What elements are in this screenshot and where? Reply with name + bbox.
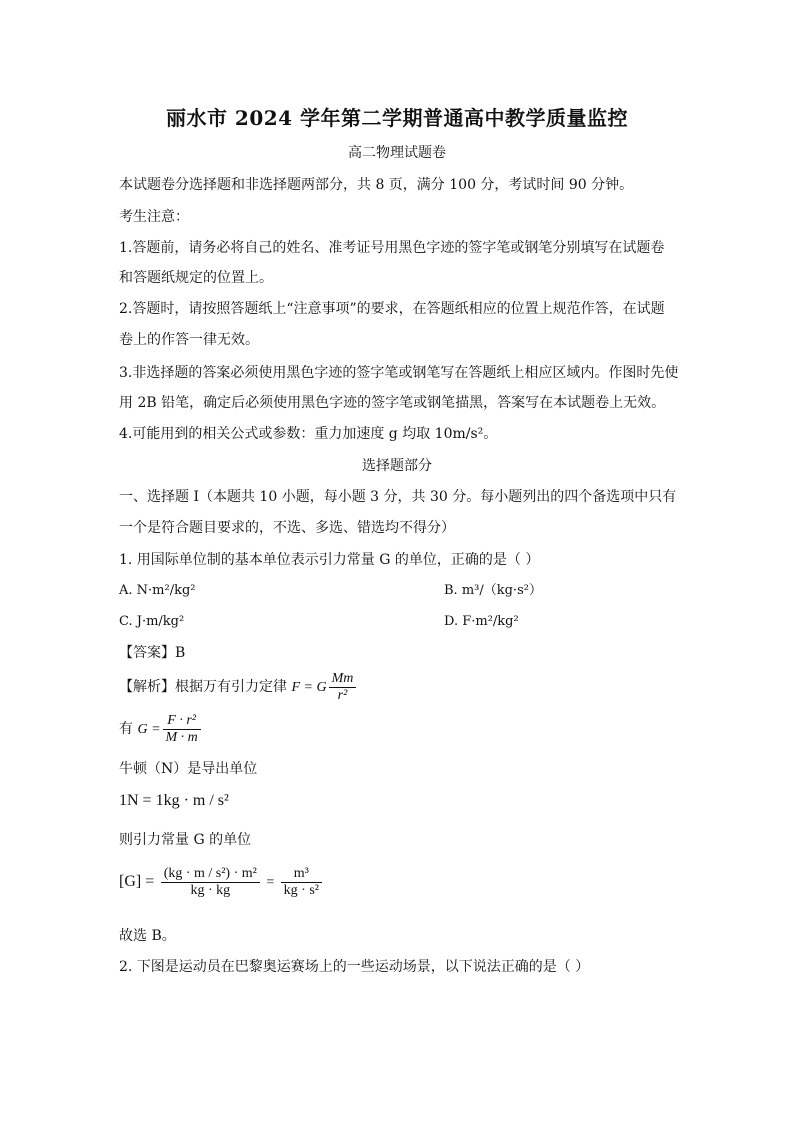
- note-1-line-2: 和答题纸规定的位置上。: [119, 270, 273, 286]
- newton-note: 牛顿（N）是导出单位: [119, 761, 258, 777]
- formula-g-lhs: G =: [137, 722, 161, 737]
- option-b: B. m³/（kg·s²）: [444, 583, 542, 598]
- section-instruction-line-1: 一、选择题 I（本题共 10 小题，每小题 3 分，共 30 分。每小题列出的四个备选项中只有: [119, 489, 677, 505]
- formula-unit-g-denominator-1: kg · kg: [190, 882, 231, 898]
- intro-text: 本试题卷分选择题和非选择题两部分，共 8 页，满分 100 分，考试时间 90 分钟。: [119, 177, 634, 193]
- conclusion: 故选 B。: [119, 928, 176, 944]
- analysis-label: 【解析】根据万有引力定律: [119, 679, 287, 695]
- answer-line: 【答案】B: [119, 645, 186, 661]
- formula-gravitation-fraction: [329, 671, 357, 704]
- section-title: 选择题部分: [362, 458, 432, 474]
- question-2-stem: 2. 下图是运动员在巴黎奥运赛场上的一些运动场景，以下说法正确的是（ ）: [119, 959, 590, 975]
- formula-newton: 1N = 1kg · m / s²: [119, 792, 229, 809]
- formula-gravitation-eq: = G: [300, 680, 327, 695]
- notes-heading: 考生注意：: [119, 209, 189, 225]
- section-instruction-line-2: 一个是符合题目要求的，不选、多选、错选均不得分）: [119, 520, 455, 536]
- question-1-stem: 1. 用国际单位制的基本单位表示引力常量 G 的单位，正确的是（ ）: [119, 552, 540, 568]
- formula-unit-g: [119, 862, 324, 903]
- formula-unit-g-eq: =: [266, 875, 275, 890]
- formula-unit-g-numerator-2: m³: [281, 866, 322, 883]
- note-2-line-1: 2.答题时，请按照答题纸上“注意事项”的要求，在答题纸相应的位置上规范作答，在试题: [119, 301, 665, 317]
- derived-g-line: [119, 712, 203, 747]
- formula-gravitation-lhs: F: [291, 680, 301, 695]
- formula-g-denominator: M · m: [165, 730, 198, 746]
- formula-unit-g-denominator-2: kg · s²: [283, 882, 319, 898]
- note-3-line-1: 3.非选择题的答案必须使用黑色字迹的签字笔或钢笔写在答题纸上相应区域内。作图时先使: [119, 365, 679, 381]
- note-4: 4.可能用到的相关公式或参数：重力加速度 g 均取 10m/s²。: [119, 426, 498, 442]
- formula-gravitation-numerator: Mm: [329, 671, 357, 688]
- page-subtitle: 高二物理试题卷: [348, 145, 446, 161]
- formula-unit-g-fraction-2: [281, 866, 322, 899]
- note-3-line-2: 用 2B 铅笔，确定后必须使用黑色字迹的签字笔或钢笔描黑，答案写在本试题卷上无效。: [119, 395, 666, 411]
- formula-g-numerator: F · r²: [163, 713, 201, 730]
- formula-g-fraction: [163, 713, 201, 746]
- formula-gravitation: [291, 671, 358, 704]
- unit-of-g-label: 则引力常量 G 的单位: [119, 832, 252, 848]
- formula-unit-g-numerator-1: (kg · m / s²) · m²: [161, 866, 260, 883]
- note-1-line-1: 1.答题前，请务必将自己的姓名、准考证号用黑色字迹的签字笔或钢笔分别填写在试题卷: [119, 240, 665, 256]
- option-d: D. F·m²/kg²: [444, 614, 519, 629]
- have-label: 有: [119, 721, 133, 737]
- option-c: C. J·m/kg²: [119, 614, 185, 629]
- formula-gravitation-denominator: r²: [337, 688, 348, 704]
- formula-unit-g-lhs: [G] =: [119, 873, 155, 890]
- option-a: A. N·m²/kg²: [119, 583, 196, 598]
- note-2-line-2: 卷上的作答一律无效。: [119, 332, 259, 348]
- page-title: 丽水市 2024 学年第二学期普通高中教学质量监控: [165, 106, 629, 130]
- formula-unit-g-fraction-1: [161, 866, 260, 899]
- analysis-line: [119, 670, 358, 705]
